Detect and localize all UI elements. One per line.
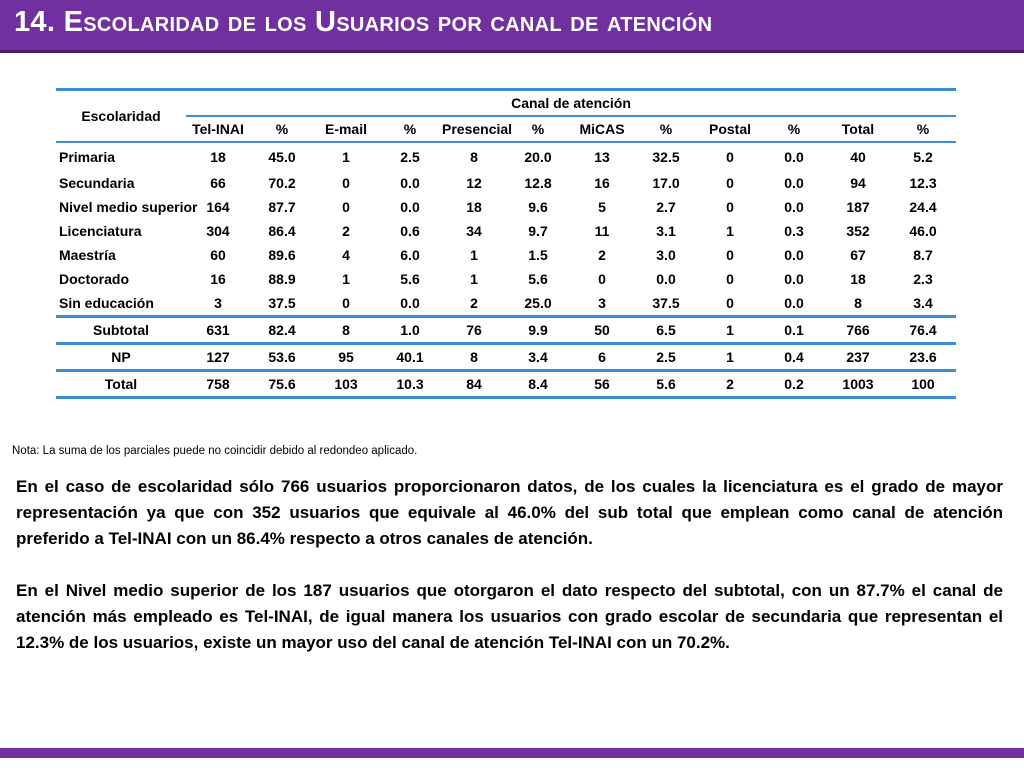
table-cell: 0 (726, 271, 734, 287)
table-cell: 50 (570, 317, 634, 344)
table-cell: 1 (470, 247, 478, 263)
table-cell: 0 (726, 295, 734, 311)
table-cell: 103 (314, 371, 378, 398)
table-cell: 87.7 (268, 199, 296, 215)
col-header: Presencial (442, 116, 506, 142)
table-cell: 11 (594, 223, 610, 239)
table-cell: 1 (470, 271, 478, 287)
table-cell: 17.0 (652, 175, 680, 191)
table-row (56, 243, 956, 267)
table-cell: 46.0 (909, 223, 937, 239)
table-cell: 0.0 (400, 175, 420, 191)
row-label: Total (56, 371, 186, 398)
table-row (56, 291, 956, 317)
table-cell: 6.5 (634, 317, 698, 344)
table-cell: 0.0 (784, 247, 804, 263)
table-cell: 0.0 (400, 199, 420, 215)
table-cell: 0.3 (784, 223, 804, 239)
education-by-channel-table (56, 88, 956, 399)
table-cell: 86.4 (268, 223, 296, 239)
row-label: Maestría (59, 247, 116, 263)
table-cell: 2 (342, 223, 350, 239)
table-cell: 12.3 (909, 175, 937, 191)
table-cell: 1 (342, 271, 350, 287)
table-cell: 95 (314, 344, 378, 371)
table-cell: 0.4 (762, 344, 826, 371)
table-cell: 53.6 (250, 344, 314, 371)
table-cell: 12 (466, 175, 482, 191)
table-cell: 164 (206, 199, 230, 215)
table-cell: 0 (342, 295, 350, 311)
table-cell: 76.4 (890, 317, 956, 344)
table-cell: 0.0 (656, 271, 676, 287)
table-cell: 40.1 (378, 344, 442, 371)
table-cell: 8.7 (913, 247, 933, 263)
table-cell: 1.0 (378, 317, 442, 344)
table-cell: 45.0 (268, 149, 296, 165)
table-cell: 766 (826, 317, 890, 344)
table-cell: 0 (726, 247, 734, 263)
table-cell: 2 (598, 247, 606, 263)
table-cell: 0 (726, 149, 734, 165)
table-cell: 0.0 (784, 199, 804, 215)
row-label: Doctorado (59, 271, 129, 287)
table-cell: 16 (210, 271, 226, 287)
table-cell: 1 (698, 344, 762, 371)
table-cell: 20.0 (524, 149, 552, 165)
col-header: % (890, 116, 956, 142)
table-cell: 0.0 (784, 295, 804, 311)
table-cell: 6.0 (400, 247, 420, 263)
col-header: MiCAS (570, 116, 634, 142)
summary-row (56, 371, 956, 398)
table-cell: 237 (826, 344, 890, 371)
table-cell: 2.7 (656, 199, 676, 215)
table-cell: 8 (442, 344, 506, 371)
row-label: Nivel medio superior (59, 199, 198, 215)
table-cell: 631 (186, 317, 250, 344)
table-cell: 2 (470, 295, 478, 311)
group-header: Canal de atención (186, 90, 956, 117)
table-cell: 34 (466, 223, 482, 239)
table-cell: 25.0 (524, 295, 552, 311)
table-cell: 5.2 (913, 149, 933, 165)
paragraph-1: En el caso de escolaridad sólo 766 usuarios proporcionaron datos, de los cuales la licenciatura es el grado de mayor representación ya que con 352 usuarios que equivale al 46.0% del sub total que emplean como canal de atención preferido a Tel-INAI con un 86.4% respecto a otros canales de atención. (16, 477, 1003, 548)
table-cell: 13 (594, 149, 610, 165)
row-label: Licenciatura (59, 223, 142, 239)
table-cell: 4 (342, 247, 350, 263)
table-cell: 89.6 (268, 247, 296, 263)
table-cell: 1 (726, 223, 734, 239)
col-header: Tel-INAI (186, 116, 250, 142)
table-row (56, 142, 956, 171)
row-header: Escolaridad (56, 90, 186, 143)
table-cell: 3.0 (656, 247, 676, 263)
table-cell: 9.6 (528, 199, 548, 215)
page-title: 14. Escolaridad de los Usuarios por canal de atención (14, 6, 713, 38)
table-cell: 67 (850, 247, 866, 263)
table-cell: 5.6 (400, 271, 420, 287)
table-cell: 75.6 (250, 371, 314, 398)
bottom-bar (0, 748, 1024, 758)
row-label: Sin educación (59, 295, 154, 311)
col-header: % (506, 116, 570, 142)
table-cell: 60 (210, 247, 226, 263)
table-cell: 3 (598, 295, 606, 311)
table-row (56, 195, 956, 219)
table-cell: 304 (206, 223, 230, 239)
table-cell: 0.1 (762, 317, 826, 344)
table-cell: 56 (570, 371, 634, 398)
table-cell: 0.0 (400, 295, 420, 311)
table-cell: 88.9 (268, 271, 296, 287)
table-cell: 352 (846, 223, 870, 239)
table-cell: 8 (854, 295, 862, 311)
table-cell: 40 (850, 149, 866, 165)
table-cell: 3.4 (913, 295, 933, 311)
table-cell: 0.2 (762, 371, 826, 398)
table-cell: 3.1 (656, 223, 676, 239)
summary-row (56, 317, 956, 344)
col-header: % (762, 116, 826, 142)
table-cell: 66 (210, 175, 226, 191)
row-label: Subtotal (56, 317, 186, 344)
col-header: Postal (698, 116, 762, 142)
table-cell: 1003 (826, 371, 890, 398)
table-cell: 9.7 (528, 223, 548, 239)
summary-row (56, 344, 956, 371)
table-cell: 82.4 (250, 317, 314, 344)
table-cell: 23.6 (890, 344, 956, 371)
table-row (56, 219, 956, 243)
col-header: % (250, 116, 314, 142)
table-cell: 2.3 (913, 271, 933, 287)
table-cell: 2 (698, 371, 762, 398)
table-cell: 3.4 (506, 344, 570, 371)
col-header: E-mail (314, 116, 378, 142)
table-cell: 2.5 (400, 149, 420, 165)
table-cell: 94 (850, 175, 866, 191)
table-cell: 9.9 (506, 317, 570, 344)
table-cell: 187 (846, 199, 870, 215)
table-cell: 0 (726, 199, 734, 215)
table-cell: 0.0 (784, 271, 804, 287)
row-label: NP (56, 344, 186, 371)
col-header: Total (826, 116, 890, 142)
table-cell: 0.0 (784, 175, 804, 191)
table-cell: 127 (186, 344, 250, 371)
table-cell: 18 (850, 271, 866, 287)
table-cell: 5 (598, 199, 606, 215)
table-cell: 0.0 (784, 149, 804, 165)
table-cell: 2.5 (634, 344, 698, 371)
table-cell: 16 (594, 175, 610, 191)
table-cell: 8 (314, 317, 378, 344)
table-cell: 1 (342, 149, 350, 165)
table-cell: 0 (598, 271, 606, 287)
col-header: % (378, 116, 442, 142)
col-header: % (634, 116, 698, 142)
table-cell: 18 (210, 149, 226, 165)
table-cell: 8 (470, 149, 478, 165)
table-cell: 1 (698, 317, 762, 344)
table-cell: 10.3 (378, 371, 442, 398)
title-bar (0, 0, 1024, 53)
row-label: Secundaria (59, 175, 135, 191)
table-cell: 84 (442, 371, 506, 398)
table-cell: 1.5 (528, 247, 548, 263)
table-cell: 70.2 (268, 175, 296, 191)
row-label: Primaria (59, 149, 116, 165)
table-cell: 8.4 (506, 371, 570, 398)
table-cell: 18 (466, 199, 482, 215)
table-cell: 37.5 (268, 295, 296, 311)
table-cell: 24.4 (909, 199, 937, 215)
table-cell: 5.6 (528, 271, 548, 287)
table-row (56, 171, 956, 195)
table-row (56, 267, 956, 291)
table-cell: 32.5 (652, 149, 680, 165)
table-cell: 0 (726, 175, 734, 191)
table-cell: 5.6 (634, 371, 698, 398)
table-cell: 758 (186, 371, 250, 398)
table-body (56, 142, 956, 398)
table-cell: 0 (342, 175, 350, 191)
table-cell: 100 (890, 371, 956, 398)
footnote: Nota: La suma de los parciales puede no coincidir debido al redondeo aplicado. (12, 445, 418, 457)
table-cell: 0 (342, 199, 350, 215)
table-cell: 37.5 (652, 295, 680, 311)
paragraph-2: En el Nivel medio superior de los 187 usuarios que otorgaron el dato respecto del subtotal, con un 87.7% el canal de atención más empleado es Tel-INAI, de igual manera los usuarios con grado escolar de secundaria que representan el 12.3% de los usuarios, existe un mayor uso del canal de atención Tel-INAI con un 70.2%. (16, 581, 1003, 652)
table-cell: 6 (570, 344, 634, 371)
table-cell: 76 (442, 317, 506, 344)
table-cell: 3 (214, 295, 222, 311)
table-cell: 0.6 (400, 223, 420, 239)
table-cell: 12.8 (524, 175, 552, 191)
